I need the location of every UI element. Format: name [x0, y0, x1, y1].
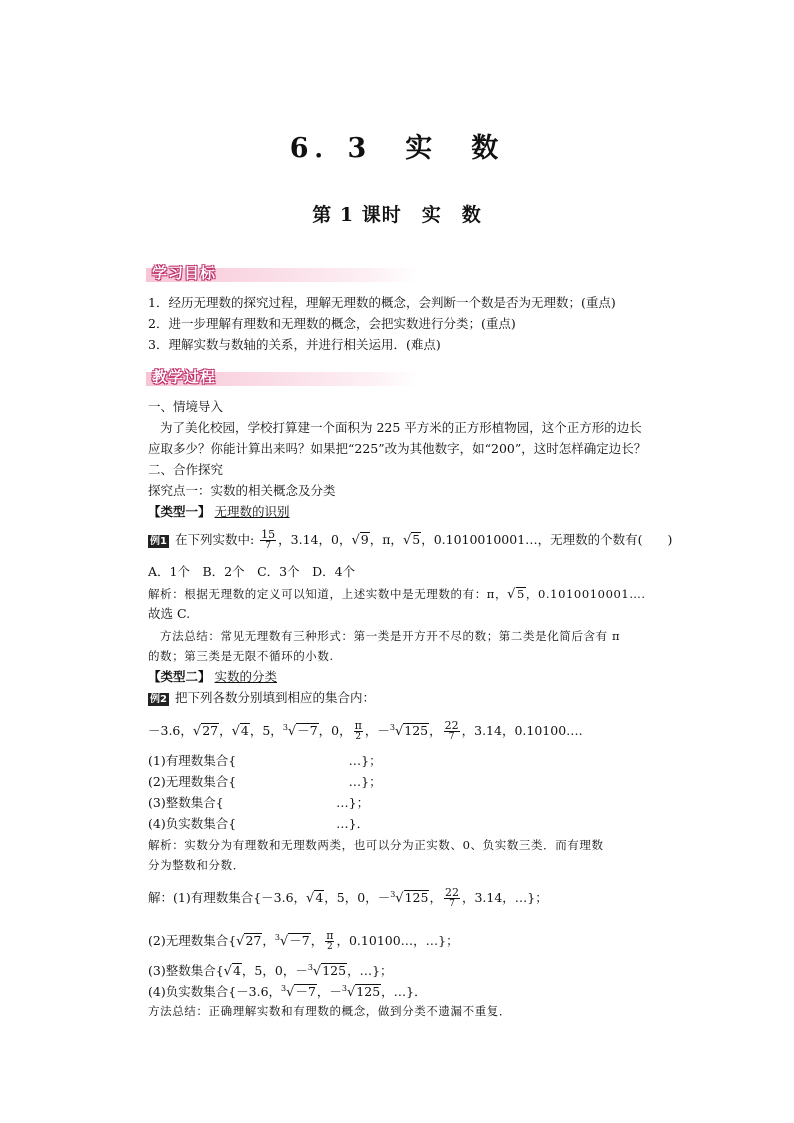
- root-index: 3: [281, 984, 287, 993]
- solution-text: 解：(1)有理数集合{－3.6，: [148, 890, 307, 906]
- radical-sign: √: [347, 985, 356, 1001]
- radicand: 4: [240, 723, 249, 739]
- radicand: 125: [322, 963, 347, 979]
- section-banner-goals: [146, 262, 418, 284]
- set-line: (4)负实数集合{ …}．: [148, 816, 370, 831]
- radicand: 4: [315, 890, 324, 906]
- solution-line: [148, 929, 459, 953]
- type-heading: [148, 503, 290, 521]
- solution-text: ，…}；: [347, 963, 393, 979]
- fraction: [260, 529, 276, 552]
- radical-sign: √: [231, 724, 240, 740]
- radicand: 125: [356, 984, 381, 1000]
- example-1-analysis: [148, 585, 646, 604]
- radical-sign: √: [507, 587, 516, 602]
- number-text: ，5，: [249, 723, 283, 739]
- fraction-numerator: π: [354, 719, 362, 733]
- root-index: 3: [389, 723, 395, 732]
- number-text: ，: [429, 723, 442, 739]
- fraction-denominator: 7: [265, 541, 272, 551]
- solution-text: ，…}．: [381, 984, 427, 1000]
- number-text: ，0，: [318, 723, 352, 739]
- solution-text: ，－: [316, 984, 342, 1000]
- radical-sign: √: [287, 724, 297, 740]
- radicand: 5: [516, 587, 525, 601]
- fraction: [325, 930, 334, 953]
- intro-heading: 一、情境导入: [148, 399, 224, 414]
- root-index: 3: [307, 963, 313, 972]
- question-text: ，π，: [369, 532, 403, 547]
- number-text: ，3.14，0.10100….: [461, 723, 583, 739]
- example-1-question: [148, 529, 672, 552]
- radical-sign: √: [306, 891, 315, 907]
- number-text: ，－: [364, 723, 390, 739]
- question-text: ，3.14，0，: [278, 532, 352, 547]
- solution-line: [148, 886, 548, 910]
- fraction-denominator: 2: [327, 942, 333, 953]
- banner-label: 教学过程: [152, 368, 217, 386]
- fraction-denominator: 2: [355, 732, 362, 743]
- method-summary: 方法总结：常见无理数有三种形式：第一类是开方开不尽的数；第二类是化简后含有 π: [160, 629, 621, 643]
- intro-line: 为了美化校园，学校打算建一个面积为 225 平方米的正方形植物园，这个正方形的边长: [160, 420, 642, 435]
- intro-line: 应取多少？你能计算出来吗？如果把“225”改为其他数字，如“200”，这时怎样确定边长？: [148, 441, 647, 456]
- fraction-numerator: 22: [444, 886, 459, 900]
- radicand: 9: [360, 532, 369, 547]
- solution-text: ，5，0，－: [241, 963, 308, 979]
- fraction-denominator: 7: [449, 899, 455, 910]
- number-text: －3.6，: [148, 723, 193, 739]
- solution-text: (3)整数集合{: [148, 963, 224, 979]
- solution-text: (4)负实数集合{－3.6，: [148, 984, 282, 1000]
- example-tag: 例1: [150, 536, 167, 547]
- radical-sign: √: [223, 964, 232, 980]
- method-summary: 方法总结：正确理解实数和有理数的概念，做到分类不遗漏不重复．: [148, 1004, 511, 1018]
- goal-item: 1．经历无理数的探究过程，理解无理数的概念，会判断一个数是否为无理数；(重点): [148, 295, 616, 310]
- type-tag: 【类型一】: [148, 504, 211, 519]
- set-line: (2)无理数集合{ …}；: [148, 774, 382, 789]
- radical-sign: √: [351, 533, 360, 548]
- radical-sign: √: [236, 934, 245, 950]
- root-index: 3: [282, 723, 288, 732]
- goal-item: 2．进一步理解有理数和无理数的概念，会把实数进行分类；(重点): [148, 316, 516, 331]
- radicand: 27: [245, 933, 262, 949]
- number-text: ，: [219, 723, 232, 739]
- root-index: 3: [390, 890, 396, 899]
- page-subtitle: 第 1 课时 实 数: [312, 204, 482, 226]
- solution-text: ，3.14，…}；: [461, 890, 548, 906]
- set-line: (3)整数集合{ …}；: [148, 795, 370, 810]
- banner-label: 学习目标: [152, 264, 217, 282]
- root-index: 3: [341, 984, 347, 993]
- solution-line: [148, 980, 427, 1002]
- analysis-text: ，0.1010010001….: [525, 587, 646, 601]
- question-text: 把下列各数分别填到相应的集合内：: [174, 690, 375, 705]
- type-title: 实数的分类: [214, 669, 278, 684]
- radical-sign: √: [402, 533, 412, 548]
- radical-sign: √: [312, 964, 322, 980]
- explore-heading: 二、合作探究: [148, 462, 224, 477]
- goal-item: 3．理解实数与数轴的关系，并进行相关运用．(难点): [148, 337, 441, 352]
- example-2-numbers: [148, 719, 583, 743]
- question-text: ，0.1010010001…，无理数的个数有( ): [421, 532, 673, 547]
- radicand: －7: [297, 723, 318, 739]
- example-tag: 例2: [150, 694, 167, 705]
- radicand: 4: [232, 963, 241, 979]
- explore-point: 探究点一：实数的相关概念及分类: [148, 483, 336, 498]
- method-summary: 的数；第三类是无限不循环的小数.: [148, 649, 334, 663]
- fraction: [354, 720, 363, 743]
- analysis-text: 解析：根据无理数的定义可以知道，上述实数中是无理数的有：π，: [148, 587, 508, 601]
- solution-text: ，: [310, 933, 324, 949]
- type-heading: [148, 668, 277, 686]
- radicand: －7: [289, 933, 310, 949]
- solution-text: (2)无理数集合{: [148, 933, 237, 949]
- radical-sign: √: [279, 934, 289, 950]
- radical-sign: √: [286, 985, 295, 1001]
- radicand: －7: [295, 984, 316, 1000]
- radicand: 27: [202, 723, 219, 739]
- fraction-numerator: π: [326, 929, 334, 943]
- solution-line: [148, 959, 393, 981]
- page-title: 6．3 实 数: [289, 133, 505, 164]
- fraction-denominator: 7: [448, 732, 455, 743]
- root-index: 3: [274, 933, 280, 942]
- fraction: [444, 720, 460, 743]
- solution-text: ，5，0，－: [324, 890, 391, 906]
- radicand: 125: [404, 723, 429, 739]
- question-text: 在下列实数中:: [174, 532, 255, 547]
- solution-text: ，: [429, 890, 442, 906]
- radical-sign: √: [394, 724, 404, 740]
- section-banner-process: [146, 366, 418, 388]
- radical-sign: √: [192, 724, 202, 740]
- radicand: 125: [404, 890, 429, 906]
- solution-text: ，: [262, 933, 275, 949]
- example-2-question: [148, 689, 375, 707]
- set-line: (1)有理数集合{ …}；: [148, 753, 382, 768]
- radical-sign: √: [395, 891, 404, 907]
- fraction: [444, 887, 460, 910]
- type-tag: 【类型二】: [148, 669, 211, 684]
- fraction-numerator: 22: [444, 719, 459, 733]
- example-2-analysis: 分为整数和分数．: [148, 858, 245, 872]
- type-title: 无理数的识别: [214, 504, 290, 519]
- example-1-answer: 故选 C.: [148, 606, 191, 621]
- fraction-numerator: 15: [261, 528, 276, 541]
- solution-text: ，0.10100…，…}；: [336, 933, 459, 949]
- example-1-options: A．1个 B．2个 C．3个 D．4个: [148, 564, 356, 579]
- radicand: 5: [412, 532, 421, 547]
- example-2-analysis: 解析：实数分为有理数和无理数两类，也可以分为正实数、0、负实数三类．而有理数: [148, 838, 604, 852]
